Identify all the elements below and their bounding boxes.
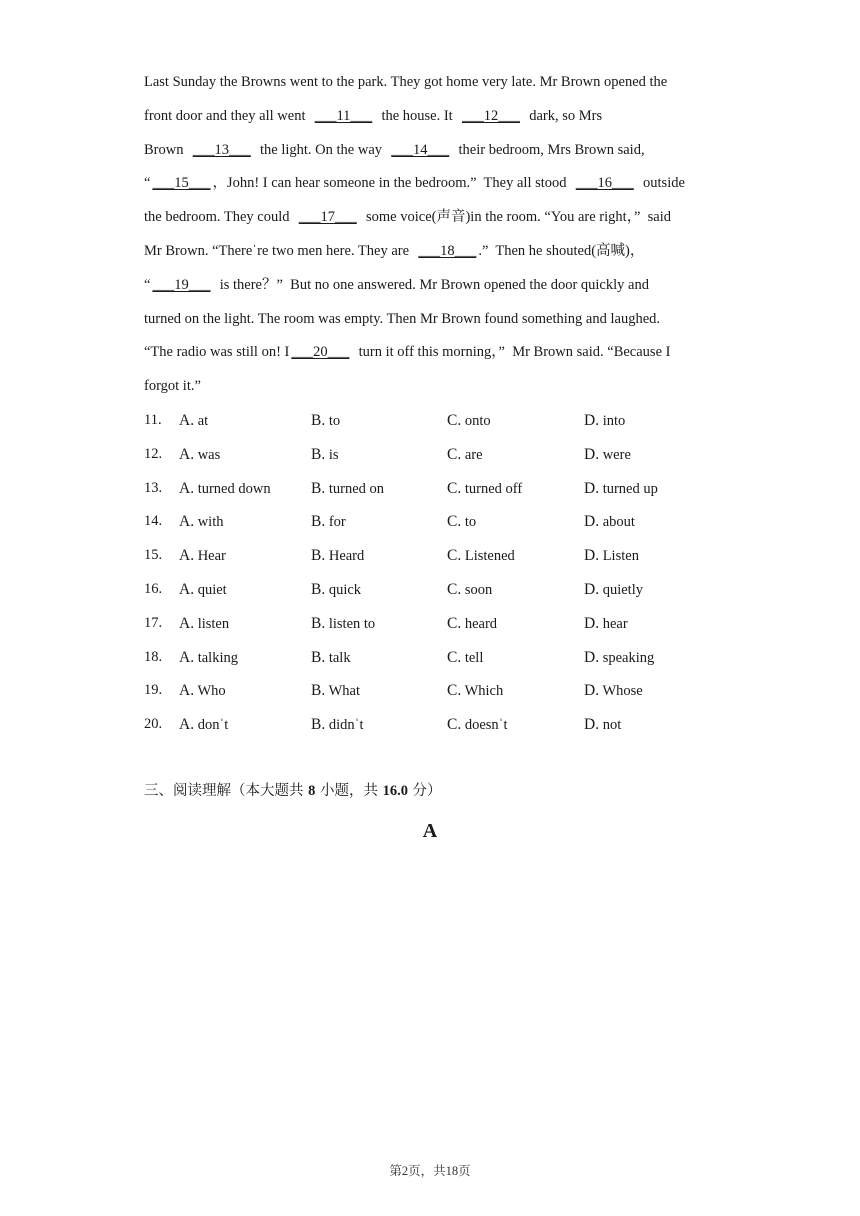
question-row [144,539,744,573]
option-text: heard [464,615,498,632]
option-text: speaking [602,649,655,666]
option-letter: C. [447,445,462,463]
option-letter: C. [447,648,462,666]
option-text: about [602,514,635,531]
option-letter: D. [584,412,600,429]
option-text: What [328,683,360,700]
page-footer: 第2页，共18页 [389,1164,471,1178]
option-letter: B. [311,479,326,497]
answer-blank: ___16___ [575,175,634,192]
option-c [447,641,483,676]
question-number: 16. [144,580,163,597]
option-c [447,573,492,608]
passage-line [144,235,724,269]
option-b [311,607,375,642]
passage-text: turn it off this morning，” Mr Brown said. “Because I [351,344,671,361]
option-c [447,404,491,439]
question-number: 13. [144,479,163,496]
option-text: Listened [464,548,515,565]
option-text: hear [602,615,628,632]
option-text: didnˈt [328,717,364,734]
passage-line [144,167,724,201]
option-text: Which [464,683,504,700]
option-letter: D. [584,445,600,463]
answer-blank: ___12___ [461,107,520,124]
option-text: at [197,413,209,429]
option-b [311,674,360,709]
option-text: into [602,413,626,429]
question-row [144,674,744,708]
option-c [447,607,497,642]
option-letter: A. [179,412,195,429]
option-a [179,472,271,507]
passage-line [144,134,724,168]
question-number: 15. [144,547,163,564]
passage-label: A [422,820,438,842]
option-c [447,472,522,507]
option-d [584,708,621,743]
passage-text: is there？” But no one answered. Mr Brown opened the door quickly and [212,276,649,293]
option-letter: A. [179,716,195,734]
option-text: quietly [602,581,643,598]
option-text: quiet [197,581,227,598]
answer-blank: ___13___ [192,141,251,158]
option-text: tell [464,649,484,666]
option-text: onto [464,413,491,429]
question-row [144,505,744,539]
option-b [311,472,384,507]
option-text: Who [197,683,226,700]
option-b [311,404,340,439]
option-c [447,674,503,709]
option-a [179,438,220,473]
question-row [144,573,744,607]
option-letter: A. [179,614,195,632]
option-letter: D. [584,580,600,598]
option-text: with [197,514,224,531]
option-letter: A. [179,648,195,666]
option-letter: C. [447,547,462,565]
answer-blank: ___14___ [391,141,450,158]
passage-text: front door and they all went [144,107,313,124]
option-d [584,607,628,642]
option-text: doesnˈt [464,717,508,734]
option-letter: C. [447,479,462,497]
passage-text: “ [144,276,151,293]
question-number: 20. [144,716,163,733]
option-text: is [328,446,339,463]
option-text: not [602,717,622,734]
option-letter: A. [179,513,195,531]
passage-text: their bedroom, Mrs Brown said, [451,141,645,158]
option-letter: A. [179,479,195,497]
option-c [447,438,483,473]
option-letter: C. [447,716,462,734]
option-text: Whose [602,683,643,700]
passage-line [144,100,724,134]
passage-text: turned on the light. The room was empty. Then Mr Brown found something and laughed. [144,310,661,327]
option-text: talking [197,649,238,666]
option-d [584,472,658,507]
option-text: quick [328,581,362,598]
option-letter: C. [447,580,462,598]
option-b [311,708,363,743]
option-text: donˈt [197,717,229,734]
option-text: Heard [328,548,365,565]
option-c [447,539,515,574]
option-letter: C. [447,513,462,531]
option-text: was [197,446,221,463]
option-text: turned on [328,480,385,497]
option-letter: D. [584,479,600,497]
question-number: 19. [144,682,163,699]
question-number: 18. [144,648,163,665]
option-b [311,438,339,473]
option-d [584,539,639,574]
answer-blank: ___19___ [152,276,211,293]
option-text: turned down [197,480,271,497]
option-d [584,505,635,540]
option-letter: C. [447,614,462,632]
option-letter: A. [179,445,195,463]
passage-text: Mr Brown. “Thereˈre two men here. They are [144,242,417,259]
option-text: talk [328,649,351,666]
option-letter: A. [179,547,195,565]
passage-line [144,201,724,235]
option-letter: B. [311,513,326,531]
passage-line [144,66,724,100]
option-letter: D. [584,614,600,632]
option-letter: B. [311,547,326,565]
answer-blank: ___17___ [298,209,357,226]
option-letter: D. [584,682,600,700]
question-number: 11. [144,412,162,428]
option-text: for [328,514,346,531]
option-text: turned off [464,480,523,497]
option-c [447,505,476,540]
option-a [179,404,208,439]
option-letter: B. [311,614,326,632]
option-text: turned up [602,480,658,497]
option-letter: B. [311,716,326,734]
passage-text: ，John! I can hear someone in the bedroom.” They all stood [212,175,574,192]
passage-text: outside [635,175,685,192]
option-letter: B. [311,412,326,429]
option-text: listen to [328,615,376,632]
question-row [144,472,744,506]
option-text: listen [197,615,230,632]
cloze-passage [144,66,724,404]
option-a [179,674,226,709]
passage-text: some voice(声音)in the room. “You are right，” said [358,209,671,226]
option-letter: C. [447,412,462,429]
option-letter: C. [447,682,462,700]
question-row [144,607,744,641]
option-b [311,505,346,540]
option-text: were [602,446,631,463]
option-d [584,573,643,608]
option-a [179,539,226,574]
option-letter: B. [311,580,326,598]
option-a [179,708,228,743]
question-row [144,708,744,742]
passage-text: forgot it.” [144,378,201,395]
question-row [144,641,744,675]
passage-text: the light. On the way [252,141,390,158]
option-text: Listen [602,548,639,565]
option-letter: B. [311,648,326,666]
option-letter: A. [179,580,195,598]
option-text: are [464,446,483,463]
option-text: soon [464,581,493,598]
option-c [447,708,508,743]
option-d [584,674,643,709]
option-text: Hear [197,548,226,565]
option-a [179,505,223,540]
passage-line [144,336,724,370]
question-number: 17. [144,614,163,631]
option-b [311,573,361,608]
question-row [144,404,744,438]
passage-text: Last Sunday the Browns went to the park. They got home very late. Mr Brown opened the [144,74,668,90]
section-heading: 三、阅读理解（本大题共 8 小题，共 16.0 分） [144,783,442,799]
passage-text: Brown [144,141,191,158]
passage-text: “ [144,175,151,192]
question-row [144,438,744,472]
option-a [179,607,229,642]
option-letter: A. [179,682,195,700]
passage-line [144,303,724,337]
option-letter: D. [584,547,600,565]
option-letter: D. [584,648,600,666]
option-d [584,438,631,473]
answer-blank: ___18___ [418,242,477,259]
option-d [584,641,654,676]
option-letter: B. [311,682,326,700]
option-letter: B. [311,445,326,463]
option-a [179,573,227,608]
passage-line [144,370,724,404]
option-text: to [328,413,341,429]
question-list [144,404,744,742]
passage-text: dark, so Mrs [521,107,603,124]
passage-text: .” Then he shouted(高喊)， [478,242,645,259]
option-letter: D. [584,716,600,734]
option-letter: D. [584,513,600,531]
passage-text: the house. It [374,107,460,124]
question-number: 14. [144,513,163,530]
option-d [584,404,625,439]
option-b [311,641,351,676]
answer-blank: ___20___ [291,344,350,361]
answer-blank: ___11___ [314,107,373,124]
option-b [311,539,364,574]
question-number: 12. [144,445,163,462]
answer-blank: ___15___ [152,175,211,192]
option-a [179,641,238,676]
passage-text: the bedroom. They could [144,209,297,226]
option-text: to [464,514,477,531]
passage-text: “The radio was still on! I [144,344,290,361]
passage-line [144,269,724,303]
